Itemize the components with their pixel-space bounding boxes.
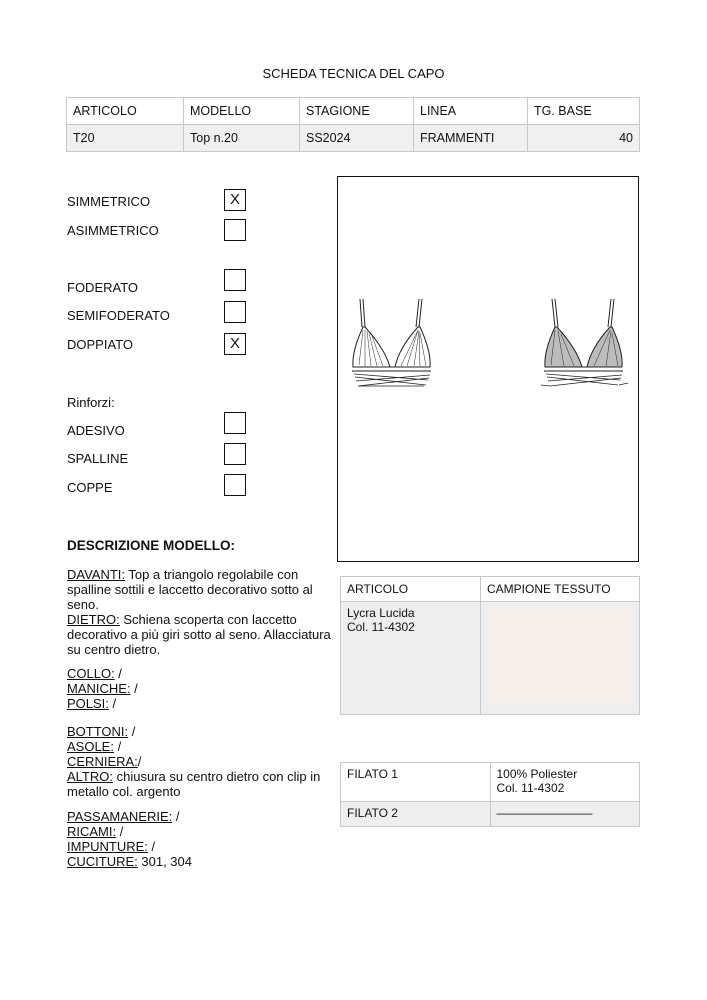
cerniera-text: / bbox=[137, 754, 142, 769]
header-table bbox=[66, 97, 640, 152]
cerniera-label: CERNIERA: bbox=[67, 754, 138, 769]
passamanerie-label: PASSAMANERIE: bbox=[67, 809, 173, 824]
cuciture-text: 301, 304 bbox=[137, 854, 192, 869]
fabric-swatch bbox=[487, 606, 633, 704]
option-label-asimmetrico: ASIMMETRICO bbox=[67, 223, 159, 238]
rinforzo-label-spalline: SPALLINE bbox=[67, 451, 129, 466]
yarn-1-composition: 100% Poliester bbox=[496, 767, 578, 781]
checkbox-coppe[interactable] bbox=[224, 474, 246, 496]
fabric-article-name: Lycra Lucida bbox=[347, 606, 415, 620]
option-label-foderato: FODERATO bbox=[67, 280, 139, 295]
dietro-label: DIETRO: bbox=[67, 612, 120, 627]
header-col-linea: LINEA bbox=[414, 98, 528, 125]
checkbox-doppiato[interactable]: X bbox=[224, 333, 246, 355]
option-label-doppiato: DOPPIATO bbox=[67, 337, 133, 352]
rinforzo-label-adesivo: ADESIVO bbox=[67, 423, 125, 438]
fabric-article-color: Col. 11-4302 bbox=[347, 620, 415, 634]
maniche-label: MANICHE: bbox=[67, 681, 131, 696]
altro-label: ALTRO: bbox=[67, 769, 113, 784]
asole-label: ASOLE: bbox=[67, 739, 114, 754]
header-val-linea: FRAMMENTI bbox=[414, 125, 528, 152]
impunture-label: IMPUNTURE: bbox=[67, 839, 148, 854]
cuciture-label: CUCITURE: bbox=[67, 854, 138, 869]
yarn-1-color: Col. 11-4302 bbox=[496, 781, 565, 795]
rinforzi-label: Rinforzi: bbox=[67, 395, 115, 410]
passamanerie-text: / bbox=[172, 809, 180, 824]
fabric-col-articolo: ARTICOLO bbox=[341, 577, 481, 602]
back-view-drawing bbox=[541, 299, 628, 386]
fabric-article-cell bbox=[341, 602, 481, 715]
option-label-semifoderato: SEMIFODERATO bbox=[67, 308, 170, 323]
davanti-label: DAVANTI: bbox=[67, 567, 126, 582]
davanti-text: Top a triangolo regolabile con spalline sottili e laccetto decorativo sotto al seno. bbox=[67, 567, 313, 612]
checkbox-semifoderato[interactable] bbox=[224, 301, 246, 323]
altro-text: chiusura su centro dietro con clip in metallo col. argento bbox=[67, 769, 321, 799]
fabric-col-campione: CAMPIONE TESSUTO bbox=[481, 577, 640, 602]
checkbox-spalline[interactable] bbox=[224, 443, 246, 465]
maniche-text: / bbox=[130, 681, 138, 696]
yarn-1-label: FILATO 1 bbox=[341, 763, 491, 802]
technical-drawing-frame bbox=[337, 176, 639, 562]
header-col-articolo: ARTICOLO bbox=[67, 98, 184, 125]
polsi-text: / bbox=[108, 696, 117, 711]
header-val-modello: Top n.20 bbox=[184, 125, 300, 152]
description-title: DESCRIZIONE MODELLO: bbox=[67, 538, 235, 553]
fabric-swatch-cell bbox=[481, 602, 640, 715]
page-title: SCHEDA TECNICA DEL CAPO bbox=[262, 66, 445, 81]
yarn-table bbox=[340, 762, 640, 827]
collo-text: / bbox=[114, 666, 122, 681]
polsi-label: POLSI: bbox=[67, 696, 109, 711]
asole-text: / bbox=[113, 739, 122, 754]
bottoni-label: BOTTONI: bbox=[67, 724, 129, 739]
front-view-drawing bbox=[352, 299, 431, 386]
option-label-simmetrico: SIMMETRICO bbox=[67, 194, 151, 209]
header-col-tg-base: TG. BASE bbox=[528, 98, 640, 125]
dietro-text: Schiena scoperta con laccetto decorativo a più giri sotto al seno. Allacciatura su centro dietro. bbox=[67, 612, 331, 657]
header-col-modello: MODELLO bbox=[184, 98, 300, 125]
bottoni-text: / bbox=[128, 724, 136, 739]
checkbox-asimmetrico[interactable] bbox=[224, 219, 246, 241]
yarn-1-value bbox=[490, 763, 640, 802]
impunture-text: / bbox=[147, 839, 156, 854]
bikini-top-sketch bbox=[338, 177, 638, 561]
collo-label: COLLO: bbox=[67, 666, 115, 681]
header-col-stagione: STAGIONE bbox=[300, 98, 414, 125]
header-val-articolo: T20 bbox=[67, 125, 184, 152]
ricami-text: / bbox=[116, 824, 124, 839]
description-front-back bbox=[67, 567, 335, 657]
header-val-tg-base: 40 bbox=[528, 125, 640, 152]
yarn-2-label: FILATO 2 bbox=[341, 802, 491, 827]
rinforzo-label-coppe: COPPE bbox=[67, 480, 113, 495]
checkbox-adesivo[interactable] bbox=[224, 412, 246, 434]
yarn-2-value: ———————— bbox=[490, 802, 640, 827]
header-val-stagione: SS2024 bbox=[300, 125, 414, 152]
description-collo-group bbox=[67, 666, 335, 711]
description-finishing-group bbox=[67, 809, 335, 869]
fabric-table bbox=[340, 576, 640, 715]
description-bottoni-group bbox=[67, 724, 335, 799]
checkbox-foderato[interactable] bbox=[224, 269, 246, 291]
checkbox-simmetrico[interactable]: X bbox=[224, 189, 246, 211]
ricami-label: RICAMI: bbox=[67, 824, 117, 839]
